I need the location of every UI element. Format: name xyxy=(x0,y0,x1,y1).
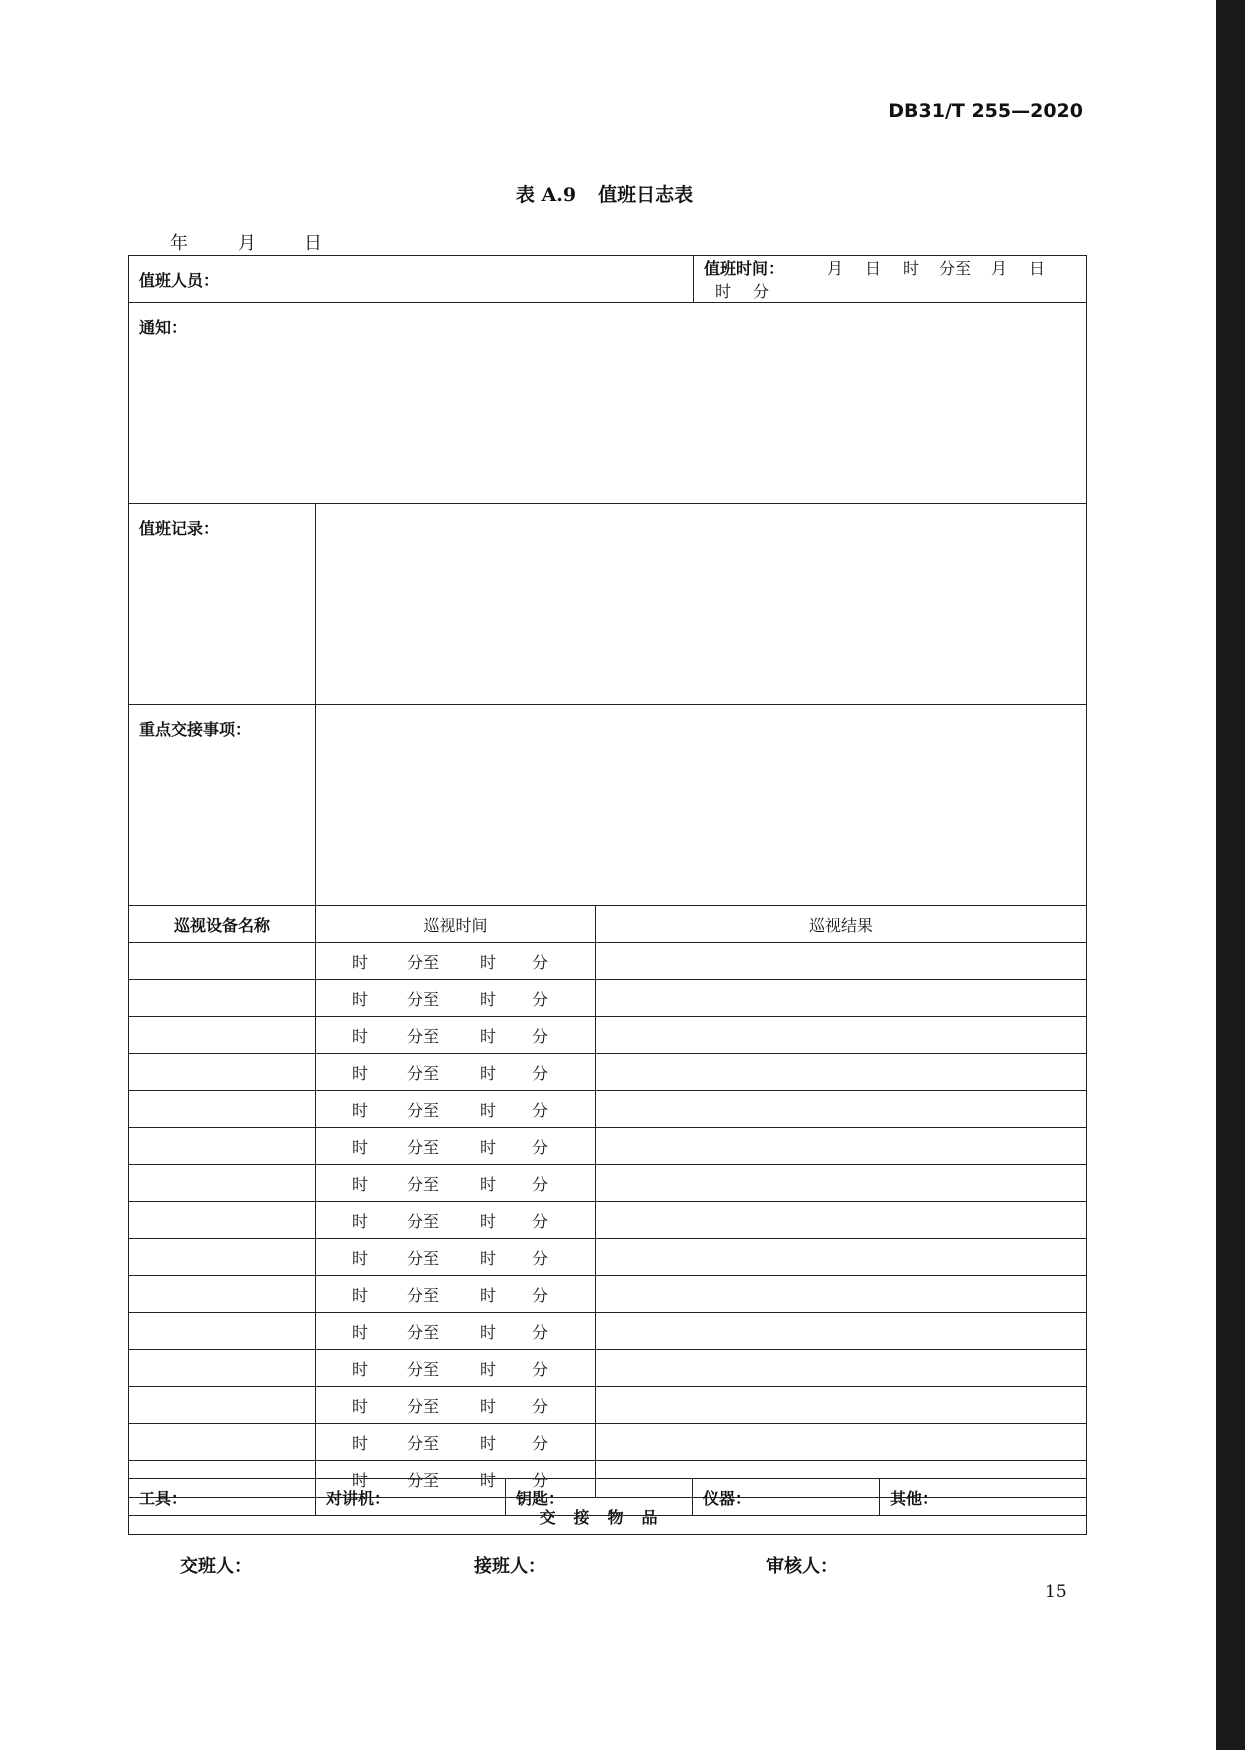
patrol-hour-unit: 时 xyxy=(479,1248,496,1268)
patrol-minute-to-unit: 分至 xyxy=(406,1063,439,1083)
patrol-hour-unit: 时 xyxy=(351,1322,368,1342)
patrol-time-cell[interactable] xyxy=(316,1054,596,1091)
goods-tools-label: 工具： xyxy=(139,1488,188,1508)
patrol-result-cell[interactable] xyxy=(596,1202,1087,1239)
patrol-hour-unit: 时 xyxy=(351,1063,368,1083)
page-number: 15 xyxy=(1045,1582,1067,1602)
patrol-time-cell[interactable] xyxy=(316,1239,596,1276)
notice-cell[interactable] xyxy=(129,303,1087,504)
goods-instrument-label: 仪器： xyxy=(703,1488,752,1508)
patrol-hour-unit: 时 xyxy=(351,1396,368,1416)
duty-time-unit: 时 xyxy=(903,259,920,278)
patrol-result-cell[interactable] xyxy=(596,1424,1087,1461)
handover-items-label-cell xyxy=(129,705,316,906)
patrol-result-cell[interactable] xyxy=(596,1350,1087,1387)
patrol-header-time: 巡视时间 xyxy=(316,906,596,943)
patrol-hour-unit: 时 xyxy=(479,1433,496,1453)
patrol-row xyxy=(129,1202,1087,1239)
patrol-minute-unit: 分 xyxy=(531,1433,548,1453)
patrol-time-cell[interactable] xyxy=(316,1091,596,1128)
patrol-device-cell[interactable] xyxy=(129,943,316,980)
patrol-minute-unit: 分 xyxy=(531,1100,548,1120)
patrol-minute-unit: 分 xyxy=(531,1396,548,1416)
patrol-device-cell[interactable] xyxy=(129,1165,316,1202)
goods-tools-cell[interactable] xyxy=(129,1479,316,1516)
patrol-minute-unit: 分 xyxy=(531,1470,548,1490)
patrol-minute-to-unit: 分至 xyxy=(406,952,439,972)
patrol-time-cell[interactable] xyxy=(316,1350,596,1387)
duty-time-unit: 月 xyxy=(991,259,1008,278)
patrol-hour-unit: 时 xyxy=(351,1359,368,1379)
patrol-minute-unit: 分 xyxy=(531,1174,548,1194)
patrol-row xyxy=(129,980,1087,1017)
notice-label: 通知： xyxy=(139,318,188,337)
patrol-result-cell[interactable] xyxy=(596,1128,1087,1165)
patrol-hour-unit: 时 xyxy=(479,989,496,1009)
patrol-row xyxy=(129,1387,1087,1424)
goods-other-cell[interactable] xyxy=(880,1479,1087,1516)
patrol-result-cell[interactable] xyxy=(596,1165,1087,1202)
patrol-minute-to-unit: 分至 xyxy=(406,1470,439,1490)
patrol-device-cell[interactable] xyxy=(129,980,316,1017)
patrol-result-cell[interactable] xyxy=(596,943,1087,980)
patrol-hour-unit: 时 xyxy=(351,1470,368,1490)
patrol-time-cell[interactable] xyxy=(316,943,596,980)
patrol-result-cell[interactable] xyxy=(596,980,1087,1017)
goods-radio-cell[interactable] xyxy=(316,1479,506,1516)
duty-record-label: 值班记录： xyxy=(139,519,220,538)
patrol-device-cell[interactable] xyxy=(129,1017,316,1054)
table-number: 表 A.9 xyxy=(515,184,577,206)
patrol-device-cell[interactable] xyxy=(129,1387,316,1424)
duty-record-content[interactable] xyxy=(316,504,1087,705)
date-year-label: 年 xyxy=(170,233,188,254)
patrol-time-cell[interactable] xyxy=(316,1387,596,1424)
patrol-minute-to-unit: 分至 xyxy=(406,1359,439,1379)
patrol-row xyxy=(129,1350,1087,1387)
patrol-row xyxy=(129,1165,1087,1202)
patrol-minute-unit: 分 xyxy=(531,1211,548,1231)
patrol-time-cell[interactable] xyxy=(316,1276,596,1313)
patrol-row xyxy=(129,1128,1087,1165)
patrol-hour-unit: 时 xyxy=(479,1174,496,1194)
patrol-hour-unit: 时 xyxy=(479,1026,496,1046)
patrol-hour-unit: 时 xyxy=(479,1470,496,1490)
patrol-result-cell[interactable] xyxy=(596,1387,1087,1424)
duty-staff-row xyxy=(129,256,1087,303)
duty-time-unit: 时 xyxy=(715,282,732,301)
patrol-device-cell[interactable] xyxy=(129,1350,316,1387)
date-month-label: 月 xyxy=(238,233,256,254)
patrol-result-cell[interactable] xyxy=(596,1091,1087,1128)
patrol-rows xyxy=(129,943,1087,1498)
standard-id: DB31/T 255—2020 xyxy=(888,100,1083,122)
patrol-row xyxy=(129,1054,1087,1091)
duty-staff-cell[interactable] xyxy=(129,256,694,303)
patrol-minute-to-unit: 分至 xyxy=(406,1211,439,1231)
patrol-minute-to-unit: 分至 xyxy=(406,1026,439,1046)
duty-staff-label: 值班人员： xyxy=(139,270,220,290)
goods-keys-label: 钥匙： xyxy=(516,1488,565,1508)
patrol-device-cell[interactable] xyxy=(129,1054,316,1091)
handover-items-row xyxy=(129,705,1087,906)
patrol-minute-to-unit: 分至 xyxy=(406,1100,439,1120)
patrol-minute-unit: 分 xyxy=(531,1248,548,1268)
patrol-row xyxy=(129,1017,1087,1054)
patrol-time-cell[interactable] xyxy=(316,980,596,1017)
patrol-result-cell[interactable] xyxy=(596,1313,1087,1350)
notice-row xyxy=(129,303,1087,504)
duty-time-unit: 分 xyxy=(753,282,770,301)
patrol-time-cell[interactable] xyxy=(316,1424,596,1461)
patrol-row xyxy=(129,1313,1087,1350)
patrol-hour-unit: 时 xyxy=(351,1433,368,1453)
handover-by-label: 交班人： xyxy=(180,1556,252,1577)
patrol-minute-unit: 分 xyxy=(531,1063,548,1083)
patrol-result-cell[interactable] xyxy=(596,1276,1087,1313)
patrol-minute-unit: 分 xyxy=(531,1322,548,1342)
reviewed-by-label: 审核人： xyxy=(766,1556,838,1577)
goods-other-label: 其他： xyxy=(890,1488,939,1508)
patrol-hour-unit: 时 xyxy=(351,1137,368,1157)
patrol-hour-unit: 时 xyxy=(479,1100,496,1120)
duty-time-cell[interactable] xyxy=(694,256,1087,303)
handover-goods-row xyxy=(129,1479,1087,1516)
patrol-header-row xyxy=(129,906,1087,943)
patrol-hour-unit: 时 xyxy=(351,1174,368,1194)
patrol-device-cell[interactable] xyxy=(129,1424,316,1461)
duty-time-unit: 分至 xyxy=(939,259,972,278)
handover-goods-table xyxy=(128,1478,1087,1516)
table-title-text: 值班日志表 xyxy=(598,184,694,206)
handover-items-content[interactable] xyxy=(316,705,1087,906)
patrol-device-cell[interactable] xyxy=(129,1128,316,1165)
patrol-header-result: 巡视结果 xyxy=(596,906,1087,943)
patrol-hour-unit: 时 xyxy=(351,952,368,972)
date-day-label: 日 xyxy=(304,233,322,254)
patrol-minute-unit: 分 xyxy=(531,1285,548,1305)
patrol-device-cell[interactable] xyxy=(129,1091,316,1128)
patrol-minute-unit: 分 xyxy=(531,989,548,1009)
patrol-time-cell[interactable] xyxy=(316,1017,596,1054)
goods-instrument-cell[interactable] xyxy=(693,1479,880,1516)
patrol-row xyxy=(129,1239,1087,1276)
duty-record-row xyxy=(129,504,1087,705)
handover-items-label: 重点交接事项： xyxy=(139,720,252,739)
patrol-hour-unit: 时 xyxy=(351,1100,368,1120)
patrol-time-cell[interactable] xyxy=(316,1202,596,1239)
patrol-device-cell[interactable] xyxy=(129,1313,316,1350)
patrol-hour-unit: 时 xyxy=(351,989,368,1009)
patrol-hour-unit: 时 xyxy=(479,1285,496,1305)
duty-time-unit: 日 xyxy=(1029,259,1046,278)
goods-keys-cell[interactable] xyxy=(506,1479,693,1516)
patrol-hour-unit: 时 xyxy=(351,1026,368,1046)
patrol-row xyxy=(129,1276,1087,1313)
patrol-minute-unit: 分 xyxy=(531,1137,548,1157)
patrol-result-cell[interactable] xyxy=(596,1239,1087,1276)
received-by-label: 接班人： xyxy=(474,1556,546,1577)
patrol-hour-unit: 时 xyxy=(479,1396,496,1416)
duty-time-label: 值班时间： xyxy=(704,259,785,278)
patrol-minute-unit: 分 xyxy=(531,1026,548,1046)
patrol-result-cell[interactable] xyxy=(596,1017,1087,1054)
patrol-minute-to-unit: 分至 xyxy=(406,1433,439,1453)
duty-time-unit: 月 xyxy=(827,259,844,278)
patrol-time-cell[interactable] xyxy=(316,1128,596,1165)
patrol-minute-to-unit: 分至 xyxy=(406,989,439,1009)
patrol-device-cell[interactable] xyxy=(129,1202,316,1239)
date-line xyxy=(170,229,322,255)
patrol-minute-to-unit: 分至 xyxy=(406,1248,439,1268)
goods-radio-label: 对讲机： xyxy=(326,1488,391,1508)
patrol-minute-to-unit: 分至 xyxy=(406,1396,439,1416)
patrol-hour-unit: 时 xyxy=(479,952,496,972)
patrol-header-device: 巡视设备名称 xyxy=(129,906,316,943)
patrol-hour-unit: 时 xyxy=(479,1359,496,1379)
patrol-hour-unit: 时 xyxy=(479,1063,496,1083)
duty-time-unit: 日 xyxy=(865,259,882,278)
patrol-time-cell[interactable] xyxy=(316,1165,596,1202)
patrol-device-cell[interactable] xyxy=(129,1276,316,1313)
patrol-hour-unit: 时 xyxy=(351,1285,368,1305)
patrol-hour-unit: 时 xyxy=(351,1211,368,1231)
patrol-minute-to-unit: 分至 xyxy=(406,1174,439,1194)
patrol-minute-to-unit: 分至 xyxy=(406,1322,439,1342)
patrol-hour-unit: 时 xyxy=(479,1211,496,1231)
patrol-result-cell[interactable] xyxy=(596,1054,1087,1091)
patrol-minute-unit: 分 xyxy=(531,952,548,972)
patrol-hour-unit: 时 xyxy=(479,1137,496,1157)
patrol-hour-unit: 时 xyxy=(479,1322,496,1342)
patrol-minute-to-unit: 分至 xyxy=(406,1137,439,1157)
patrol-minute-unit: 分 xyxy=(531,1359,548,1379)
patrol-row xyxy=(129,943,1087,980)
patrol-minute-to-unit: 分至 xyxy=(406,1285,439,1305)
duty-log-table xyxy=(128,255,1087,1535)
scan-edge-bar xyxy=(1216,0,1245,1750)
duty-record-label-cell xyxy=(129,504,316,705)
table-title xyxy=(0,180,1209,207)
patrol-time-cell[interactable] xyxy=(316,1313,596,1350)
handover-goods-title: 交接物品 xyxy=(129,1498,1087,1535)
patrol-device-cell[interactable] xyxy=(129,1239,316,1276)
patrol-row xyxy=(129,1424,1087,1461)
patrol-hour-unit: 时 xyxy=(351,1248,368,1268)
patrol-row xyxy=(129,1091,1087,1128)
